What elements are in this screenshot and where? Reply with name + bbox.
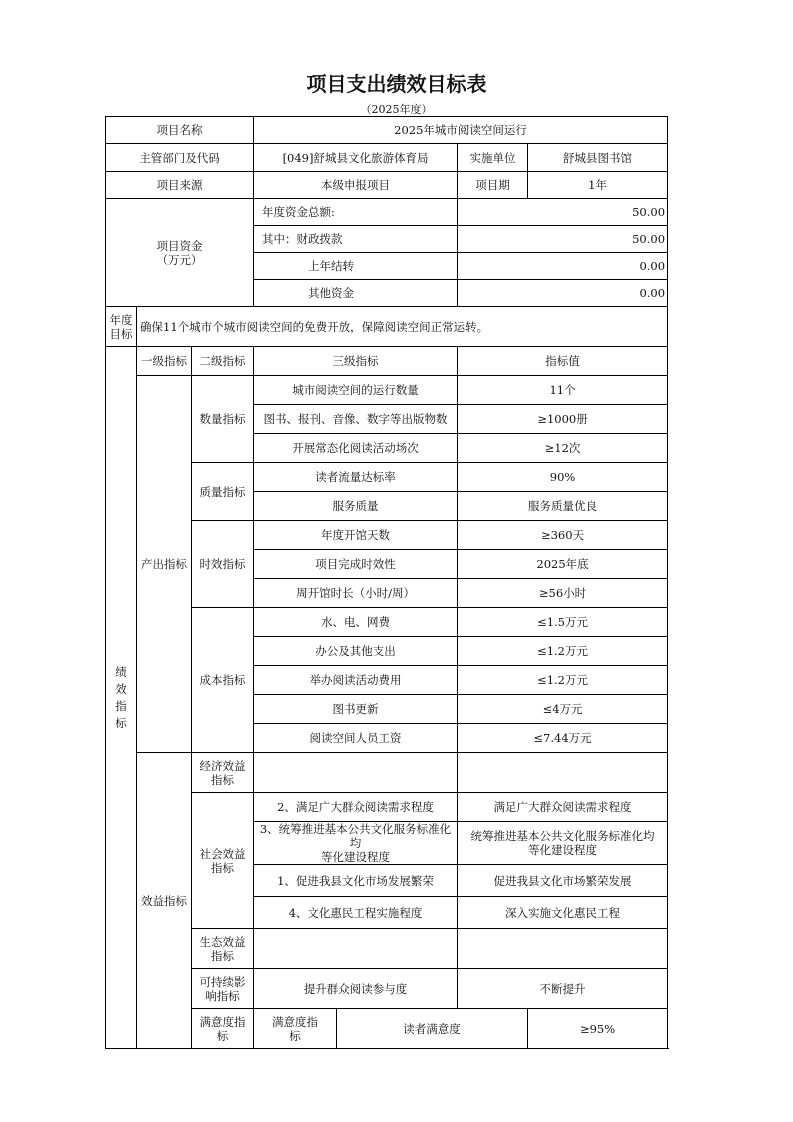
timeliness-indicator-label: 时效指标 [192, 521, 254, 608]
goal-text: 确保11个城市个城市阅读空间的免费开放，保障阅读空间正常运转。 [137, 307, 668, 347]
indicator-value: ≤4万元 [458, 695, 668, 724]
funds-label: 项目资金 （万元） [106, 199, 254, 307]
economic-indicator-label: 经济效益 指标 [192, 753, 254, 793]
indicator-value: 深入实施文化惠民工程 [458, 897, 668, 929]
indicator-name [254, 929, 458, 969]
fund-row-label: 其中：财政拨款 [254, 226, 458, 253]
cost-indicator-label: 成本指标 [192, 608, 254, 753]
indicator-value: ≤7.44万元 [458, 724, 668, 753]
indicator-name: 读者满意度 [337, 1009, 528, 1049]
dept-label: 主管部门及代码 [106, 144, 254, 172]
performance-indicator-side-label: 绩 效 指 标 [106, 347, 137, 1049]
fund-row-value: 50.00 [458, 199, 668, 226]
indicator-value: 促进我县文化市场繁荣发展 [458, 865, 668, 897]
indicator-name [254, 753, 458, 793]
indicator-value: 服务质量优良 [458, 492, 668, 521]
goal-label: 年度 目标 [106, 307, 137, 347]
indicator-value: ≥360天 [458, 521, 668, 550]
indicator-value: 90% [458, 463, 668, 492]
sustainable-indicator-label: 可持续影 响指标 [192, 969, 254, 1009]
indicator-name: 图书更新 [254, 695, 458, 724]
fund-row-value: 50.00 [458, 226, 668, 253]
indicator-value: 11个 [458, 376, 668, 405]
quantity-indicator-label: 数量指标 [192, 376, 254, 463]
page-title: 项目支出绩效目标表 [306, 72, 487, 96]
indicator-name: 举办阅读活动费用 [254, 666, 458, 695]
ecological-indicator-label: 生态效益 指标 [192, 929, 254, 969]
indicator-value: 2025年底 [458, 550, 668, 579]
indicator-name: 办公及其他支出 [254, 637, 458, 666]
indicator-row [106, 376, 668, 405]
indicator-name: 阅读空间人员工资 [254, 724, 458, 753]
indicator-value: ≥56小时 [458, 579, 668, 608]
indicator-header-row [106, 347, 668, 376]
benefit-indicator-label: 效益指标 [137, 753, 192, 1049]
impl-label: 实施单位 [458, 144, 528, 172]
fund-row-value: 0.00 [458, 280, 668, 307]
indicator-value: ≤1.2万元 [458, 666, 668, 695]
row-project-name [106, 117, 668, 144]
period-label: 项目期 [458, 172, 528, 199]
indicator-value: ≥1000册 [458, 405, 668, 434]
indicator-name: 水、电、网费 [254, 608, 458, 637]
header-value: 指标值 [458, 347, 668, 376]
dept-value: [049]舒城县文化旅游体育局 [254, 144, 458, 172]
header-level1: 一级指标 [137, 347, 192, 376]
project-name-label: 项目名称 [106, 117, 254, 144]
indicator-name: 2、满足广大群众阅读需求程度 [254, 793, 458, 822]
source-label: 项目来源 [106, 172, 254, 199]
fund-row-label: 上年结转 [254, 253, 458, 280]
indicator-value: ≤1.5万元 [458, 608, 668, 637]
indicator-row [106, 753, 668, 793]
row-annual-goal [106, 307, 668, 347]
fund-row-value: 0.00 [458, 253, 668, 280]
row-department [106, 144, 668, 172]
indicator-value: ≥95% [528, 1009, 668, 1049]
project-name-value: 2025年城市阅读空间运行 [254, 117, 668, 144]
fiscal-year: （2025年度） [360, 103, 433, 116]
fund-row [106, 199, 668, 226]
period-value: 1年 [528, 172, 668, 199]
indicator-name: 城市阅读空间的运行数量 [254, 376, 458, 405]
indicator-name: 1、促进我县文化市场发展繁荣 [254, 865, 458, 897]
indicator-name: 服务质量 [254, 492, 458, 521]
satisfaction-level1-label: 满意度指 标 [192, 1009, 254, 1049]
header-level2: 二级指标 [192, 347, 254, 376]
fund-row-label: 年度资金总额: [254, 199, 458, 226]
source-value: 本级申报项目 [254, 172, 458, 199]
indicator-name: 开展常态化阅读活动场次 [254, 434, 458, 463]
header-level3: 三级指标 [254, 347, 458, 376]
indicator-value: 统筹推进基本公共文化服务标准化均 等化建设程度 [458, 822, 668, 865]
indicator-name: 4、文化惠民工程实施程度 [254, 897, 458, 929]
fund-row-label: 其他资金 [254, 280, 458, 307]
indicator-name: 图书、报刊、音像、数字等出版物数 [254, 405, 458, 434]
indicator-value: 不断提升 [458, 969, 668, 1009]
indicator-name: 年度开馆天数 [254, 521, 458, 550]
indicator-name: 读者流量达标率 [254, 463, 458, 492]
row-source [106, 172, 668, 199]
output-indicator-label: 产出指标 [137, 376, 192, 753]
indicator-name: 3、统筹推进基本公共文化服务标准化均 等化建设程度 [254, 822, 458, 865]
quality-indicator-label: 质量指标 [192, 463, 254, 521]
indicator-name: 提升群众阅读参与度 [254, 969, 458, 1009]
indicator-name: 周开馆时长（小时/周） [254, 579, 458, 608]
indicator-value: ≥12次 [458, 434, 668, 463]
indicator-name: 项目完成时效性 [254, 550, 458, 579]
impl-value: 舒城县图书馆 [528, 144, 668, 172]
indicator-value [458, 753, 668, 793]
indicator-value: ≤1.2万元 [458, 637, 668, 666]
performance-goal-table [105, 116, 668, 1049]
social-indicator-label: 社会效益 指标 [192, 793, 254, 929]
satisfaction-level2-label: 满意度指 标 [254, 1009, 337, 1049]
indicator-value: 满足广大群众阅读需求程度 [458, 793, 668, 822]
indicator-value [458, 929, 668, 969]
